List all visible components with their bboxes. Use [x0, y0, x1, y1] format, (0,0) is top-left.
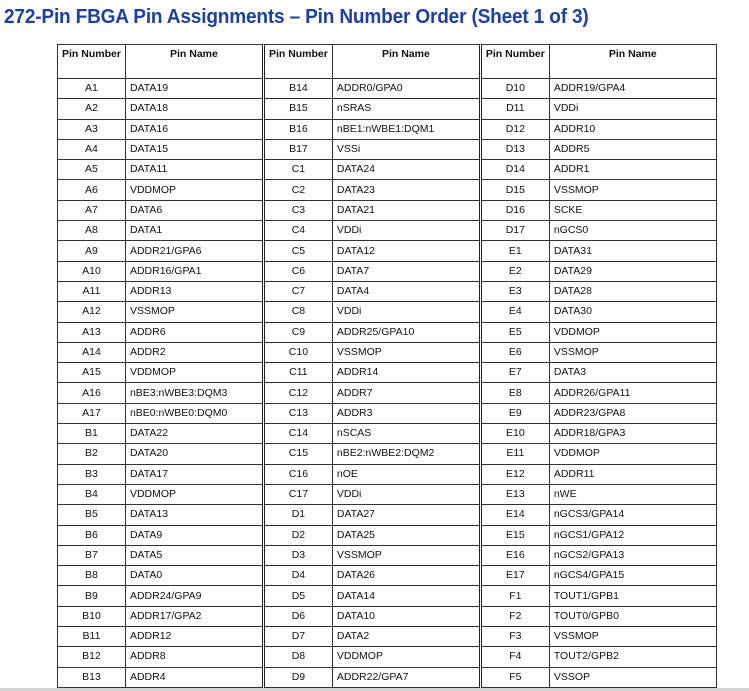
pin-name-cell: ADDR16/GPA1 — [125, 261, 263, 281]
pin-number-cell: B13 — [58, 667, 126, 687]
pin-number-cell: E7 — [480, 363, 549, 383]
table-row — [58, 200, 717, 220]
pin-number-cell: E6 — [480, 342, 549, 362]
pin-name-cell: ADDR10 — [549, 119, 716, 139]
pin-number-cell: B17 — [263, 139, 332, 159]
table-row — [58, 444, 717, 464]
pin-number-cell: D13 — [480, 139, 549, 159]
pin-name-cell: ADDR17/GPA2 — [125, 606, 263, 626]
pin-name-cell: ADDR24/GPA9 — [125, 586, 263, 606]
pin-number-cell: E14 — [480, 505, 549, 525]
pin-name-cell: VDDMOP — [125, 484, 263, 504]
pin-name-cell: DATA27 — [332, 505, 480, 525]
pin-number-cell: F4 — [480, 647, 549, 667]
pin-name-cell: DATA13 — [125, 505, 263, 525]
table-row — [58, 545, 717, 565]
pin-name-cell: DATA2 — [332, 627, 480, 647]
table-row — [58, 79, 717, 99]
pin-name-cell: ADDR21/GPA6 — [125, 241, 263, 261]
pin-name-cell: DATA20 — [125, 444, 263, 464]
pin-number-cell: D3 — [263, 545, 332, 565]
pin-name-cell: ADDR6 — [125, 322, 263, 342]
pin-name-cell: DATA21 — [332, 200, 480, 220]
pin-number-cell: F2 — [480, 606, 549, 626]
pin-number-cell: D2 — [263, 525, 332, 545]
pin-number-cell: E2 — [480, 261, 549, 281]
pin-name-cell: ADDR5 — [549, 139, 716, 159]
pin-name-cell: TOUT0/GPB0 — [549, 606, 716, 626]
header-pin-name: Pin Name — [332, 45, 480, 79]
pin-number-cell: E10 — [480, 424, 549, 444]
pin-name-cell: DATA24 — [332, 160, 480, 180]
pin-name-cell: DATA12 — [332, 241, 480, 261]
pin-number-cell: B7 — [58, 545, 126, 565]
pin-name-cell: nBE1:nWBE1:DQM1 — [332, 119, 480, 139]
table-row — [58, 525, 717, 545]
pin-name-cell: DATA28 — [549, 281, 716, 301]
table-row — [58, 241, 717, 261]
pin-name-cell: nBE2:nWBE2:DQM2 — [332, 444, 480, 464]
pin-number-cell: A3 — [58, 119, 126, 139]
pin-name-cell: VSSMOP — [332, 342, 480, 362]
pin-name-cell: ADDR0/GPA0 — [332, 79, 480, 99]
pin-number-cell: D10 — [480, 79, 549, 99]
pin-name-cell: VDDMOP — [332, 647, 480, 667]
pin-name-cell: DATA19 — [125, 79, 263, 99]
header-pin-number: Pin Number — [58, 45, 126, 79]
pin-name-cell: DATA11 — [125, 160, 263, 180]
table-row — [58, 363, 717, 383]
table-row — [58, 383, 717, 403]
pin-number-cell: C14 — [263, 424, 332, 444]
header-pin-number: Pin Number — [263, 45, 332, 79]
table-row — [58, 99, 717, 119]
table-row — [58, 505, 717, 525]
pin-number-cell: C1 — [263, 160, 332, 180]
pin-number-cell: E17 — [480, 566, 549, 586]
pin-name-cell: nSCAS — [332, 424, 480, 444]
pin-name-cell: nGCS3/GPA14 — [549, 505, 716, 525]
pin-name-cell: nOE — [332, 464, 480, 484]
pin-name-cell: DATA15 — [125, 139, 263, 159]
pin-name-cell: ADDR14 — [332, 363, 480, 383]
table-row — [58, 221, 717, 241]
pin-number-cell: A9 — [58, 241, 126, 261]
pin-number-cell: E5 — [480, 322, 549, 342]
pin-number-cell: C7 — [263, 281, 332, 301]
pin-name-cell: ADDR7 — [332, 383, 480, 403]
pin-assignment-table — [57, 44, 717, 688]
pin-number-cell: C10 — [263, 342, 332, 362]
pin-number-cell: E15 — [480, 525, 549, 545]
pin-name-cell: ADDR1 — [549, 160, 716, 180]
pin-name-cell: VDDMOP — [125, 180, 263, 200]
pin-name-cell: VDDi — [332, 221, 480, 241]
pin-number-cell: A2 — [58, 99, 126, 119]
pin-number-cell: D12 — [480, 119, 549, 139]
pin-number-cell: C3 — [263, 200, 332, 220]
pin-name-cell: ADDR8 — [125, 647, 263, 667]
pin-name-cell: DATA16 — [125, 119, 263, 139]
pin-number-cell: B8 — [58, 566, 126, 586]
pin-name-cell: VDDi — [332, 484, 480, 504]
pin-number-cell: E11 — [480, 444, 549, 464]
table-row — [58, 261, 717, 281]
pin-number-cell: C5 — [263, 241, 332, 261]
pin-name-cell: VDDMOP — [125, 363, 263, 383]
pin-number-cell: B1 — [58, 424, 126, 444]
header-pin-number: Pin Number — [480, 45, 549, 79]
pin-name-cell: VSSOP — [549, 667, 716, 687]
pin-number-cell: D16 — [480, 200, 549, 220]
table-row — [58, 424, 717, 444]
pin-number-cell: C6 — [263, 261, 332, 281]
pin-name-cell: VDDi — [549, 99, 716, 119]
pin-name-cell: DATA6 — [125, 200, 263, 220]
pin-name-cell: nGCS2/GPA13 — [549, 545, 716, 565]
pin-number-cell: C17 — [263, 484, 332, 504]
pin-number-cell: C4 — [263, 221, 332, 241]
pin-name-cell: VDDMOP — [549, 444, 716, 464]
pin-number-cell: B3 — [58, 464, 126, 484]
pin-number-cell: B9 — [58, 586, 126, 606]
pin-name-cell: nBE0:nWBE0:DQM0 — [125, 403, 263, 423]
table-row — [58, 180, 717, 200]
pin-name-cell: DATA23 — [332, 180, 480, 200]
pin-name-cell: nBE3:nWBE3:DQM3 — [125, 383, 263, 403]
pin-name-cell: DATA10 — [332, 606, 480, 626]
table-row — [58, 484, 717, 504]
pin-number-cell: A8 — [58, 221, 126, 241]
page-title: 272-Pin FBGA Pin Assignments – Pin Number Order (Sheet 1 of 3) — [4, 5, 589, 28]
pin-number-cell: A14 — [58, 342, 126, 362]
table-row — [58, 281, 717, 301]
pin-name-cell: VSSMOP — [549, 180, 716, 200]
table-row — [58, 119, 717, 139]
pin-name-cell: DATA18 — [125, 99, 263, 119]
table-body — [58, 79, 717, 688]
table-row — [58, 322, 717, 342]
pin-number-cell: A7 — [58, 200, 126, 220]
pin-name-cell: ADDR25/GPA10 — [332, 322, 480, 342]
table-row — [58, 403, 717, 423]
pin-number-cell: E4 — [480, 302, 549, 322]
pin-name-cell: VSSMOP — [549, 342, 716, 362]
pin-name-cell: SCKE — [549, 200, 716, 220]
pin-name-cell: DATA25 — [332, 525, 480, 545]
pin-number-cell: B11 — [58, 627, 126, 647]
pin-number-cell: A11 — [58, 281, 126, 301]
pin-number-cell: B5 — [58, 505, 126, 525]
pin-number-cell: C2 — [263, 180, 332, 200]
pin-name-cell: TOUT2/GPB2 — [549, 647, 716, 667]
pin-number-cell: E16 — [480, 545, 549, 565]
table-row — [58, 566, 717, 586]
table-row — [58, 139, 717, 159]
pin-number-cell: C9 — [263, 322, 332, 342]
pin-name-cell: ADDR13 — [125, 281, 263, 301]
pin-number-cell: C11 — [263, 363, 332, 383]
pin-number-cell: D8 — [263, 647, 332, 667]
header-pin-name: Pin Name — [549, 45, 716, 79]
pin-name-cell: DATA9 — [125, 525, 263, 545]
pin-number-cell: A1 — [58, 79, 126, 99]
pin-number-cell: B16 — [263, 119, 332, 139]
pin-number-cell: F5 — [480, 667, 549, 687]
pin-number-cell: B14 — [263, 79, 332, 99]
pin-name-cell: DATA7 — [332, 261, 480, 281]
pin-name-cell: VSSMOP — [549, 627, 716, 647]
pin-number-cell: D6 — [263, 606, 332, 626]
pin-number-cell: B10 — [58, 606, 126, 626]
pin-number-cell: C13 — [263, 403, 332, 423]
table-row — [58, 342, 717, 362]
table-row — [58, 627, 717, 647]
pin-name-cell: DATA26 — [332, 566, 480, 586]
pin-number-cell: B15 — [263, 99, 332, 119]
pin-name-cell: nSRAS — [332, 99, 480, 119]
pin-number-cell: E8 — [480, 383, 549, 403]
pin-number-cell: F1 — [480, 586, 549, 606]
pin-number-cell: A4 — [58, 139, 126, 159]
pin-name-cell: DATA31 — [549, 241, 716, 261]
pin-name-cell: ADDR3 — [332, 403, 480, 423]
pin-number-cell: A17 — [58, 403, 126, 423]
pin-number-cell: B4 — [58, 484, 126, 504]
pin-number-cell: C15 — [263, 444, 332, 464]
table-row — [58, 647, 717, 667]
pin-name-cell: DATA17 — [125, 464, 263, 484]
table-row — [58, 586, 717, 606]
pin-number-cell: C16 — [263, 464, 332, 484]
pin-number-cell: E1 — [480, 241, 549, 261]
pin-number-cell: F3 — [480, 627, 549, 647]
pin-number-cell: D5 — [263, 586, 332, 606]
table-header-row — [58, 45, 717, 79]
pin-number-cell: A5 — [58, 160, 126, 180]
pin-name-cell: TOUT1/GPB1 — [549, 586, 716, 606]
pin-name-cell: ADDR12 — [125, 627, 263, 647]
table-row — [58, 464, 717, 484]
pin-name-cell: nWE — [549, 484, 716, 504]
pin-name-cell: DATA5 — [125, 545, 263, 565]
pin-number-cell: A10 — [58, 261, 126, 281]
pin-name-cell: DATA1 — [125, 221, 263, 241]
pin-name-cell: DATA0 — [125, 566, 263, 586]
pin-number-cell: B12 — [58, 647, 126, 667]
pin-number-cell: D7 — [263, 627, 332, 647]
pin-name-cell: ADDR22/GPA7 — [332, 667, 480, 687]
pin-name-cell: nGCS4/GPA15 — [549, 566, 716, 586]
pin-number-cell: B2 — [58, 444, 126, 464]
pin-number-cell: C8 — [263, 302, 332, 322]
pin-name-cell: DATA4 — [332, 281, 480, 301]
pin-name-cell: ADDR11 — [549, 464, 716, 484]
pin-name-cell: VDDi — [332, 302, 480, 322]
pin-number-cell: D17 — [480, 221, 549, 241]
pin-number-cell: A12 — [58, 302, 126, 322]
pin-number-cell: E3 — [480, 281, 549, 301]
pin-name-cell: ADDR4 — [125, 667, 263, 687]
pin-number-cell: E12 — [480, 464, 549, 484]
pin-name-cell: DATA3 — [549, 363, 716, 383]
pin-number-cell: D1 — [263, 505, 332, 525]
pin-number-cell: D14 — [480, 160, 549, 180]
header-pin-name: Pin Name — [125, 45, 263, 79]
pin-name-cell: VSSi — [332, 139, 480, 159]
pin-name-cell: nGCS0 — [549, 221, 716, 241]
pin-number-cell: E9 — [480, 403, 549, 423]
pin-name-cell: DATA14 — [332, 586, 480, 606]
pin-number-cell: A15 — [58, 363, 126, 383]
table-row — [58, 160, 717, 180]
pin-number-cell: A13 — [58, 322, 126, 342]
pin-number-cell: C12 — [263, 383, 332, 403]
pin-number-cell: A6 — [58, 180, 126, 200]
table-row — [58, 302, 717, 322]
pin-number-cell: D11 — [480, 99, 549, 119]
pin-number-cell: D9 — [263, 667, 332, 687]
pin-name-cell: ADDR19/GPA4 — [549, 79, 716, 99]
table-row — [58, 606, 717, 626]
pin-name-cell: DATA29 — [549, 261, 716, 281]
pin-name-cell: VSSMOP — [125, 302, 263, 322]
pin-number-cell: A16 — [58, 383, 126, 403]
pin-name-cell: VSSMOP — [332, 545, 480, 565]
pin-name-cell: ADDR2 — [125, 342, 263, 362]
pin-name-cell: ADDR26/GPA11 — [549, 383, 716, 403]
pin-name-cell: VDDMOP — [549, 322, 716, 342]
pin-name-cell: nGCS1/GPA12 — [549, 525, 716, 545]
pin-number-cell: D4 — [263, 566, 332, 586]
pin-name-cell: DATA30 — [549, 302, 716, 322]
pin-number-cell: E13 — [480, 484, 549, 504]
table-row — [58, 667, 717, 687]
pin-name-cell: ADDR23/GPA8 — [549, 403, 716, 423]
pin-name-cell: ADDR18/GPA3 — [549, 424, 716, 444]
pin-name-cell: DATA22 — [125, 424, 263, 444]
pin-number-cell: D15 — [480, 180, 549, 200]
pin-number-cell: B6 — [58, 525, 126, 545]
